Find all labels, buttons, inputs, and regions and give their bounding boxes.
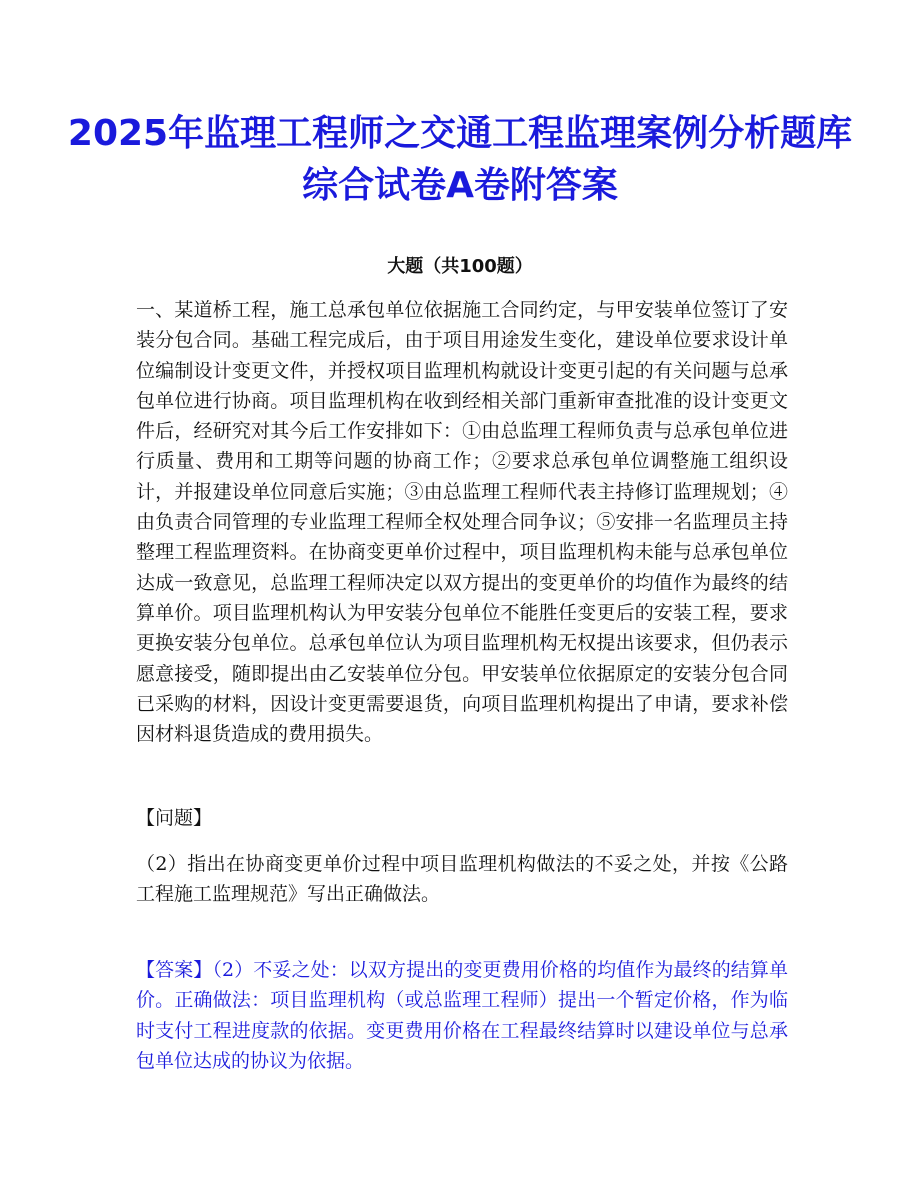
question-text: （2）指出在协商变更单价过程中项目监理机构做法的不妥之处，并按《公路工程施工监理规范》写出正确做法。	[136, 853, 788, 906]
question-body: 一、某道桥工程，施工总承包单位依据施工合同约定，与甲安装单位签订了安装分包合同。基础工程完成后，由于项目用途发生变化，建设单位要求设计单位编制设计变更文件，并授权项目监理机构就设计变更引起的有关问题与总承包单位进行协商。项目监理机构在收到经相关部门重新审查批准的设计变更文件后，经研究对其今后工作安排如下：①由总监理工程师负责与总承包单位进行质量、费用和工期等问题的协商工作；②要求总承包单位调整施工组织设计，并报建设单位同意后实施；③由总监理工程师代表主持修订监理规划；④由负责合同管理的专业监理工程师全权处理合同争议；⑤安排一名监理员主持整理工程监理资料。在协商变更单价过程中，项目监理机构未能与总承包单位达成一致意见，总监理工程师决定以双方提出的变更单价的均值作为最终的结算单价。项目监理机构认为甲安装分包单位不能胜任变更后的安装工程，要求更换安装分包单位。总承包单位认为项目监理机构无权提出该要求，但仍表示愿意接受，随即提出由乙安装单位分包。甲安装单位依据原定的安装分包合同已采购的材料，因设计变更需要退货，向项目监理机构提出了申请，要求补偿因材料退货造成的费用损失。	[136, 299, 788, 746]
answer-block	[136, 955, 788, 1076]
section-heading: 大题（共100题）	[387, 256, 533, 277]
answer-tag: 【答案】	[136, 959, 213, 981]
question-label: 【问题】	[136, 807, 213, 829]
answer-text: （2）不妥之处：以双方提出的变更费用价格的均值作为最终的结算单价。正确做法：项目监理机构（或总监理工程师）提出一个暂定价格，作为临时支付工程进度款的依据。变更费用价格在工程最终结算时以建设单位与总承包单位达成的协议为依据。	[136, 959, 788, 1072]
document-title: 2025年监理工程师之交通工程监理案例分析题库综合试卷A卷附答案	[67, 113, 853, 206]
